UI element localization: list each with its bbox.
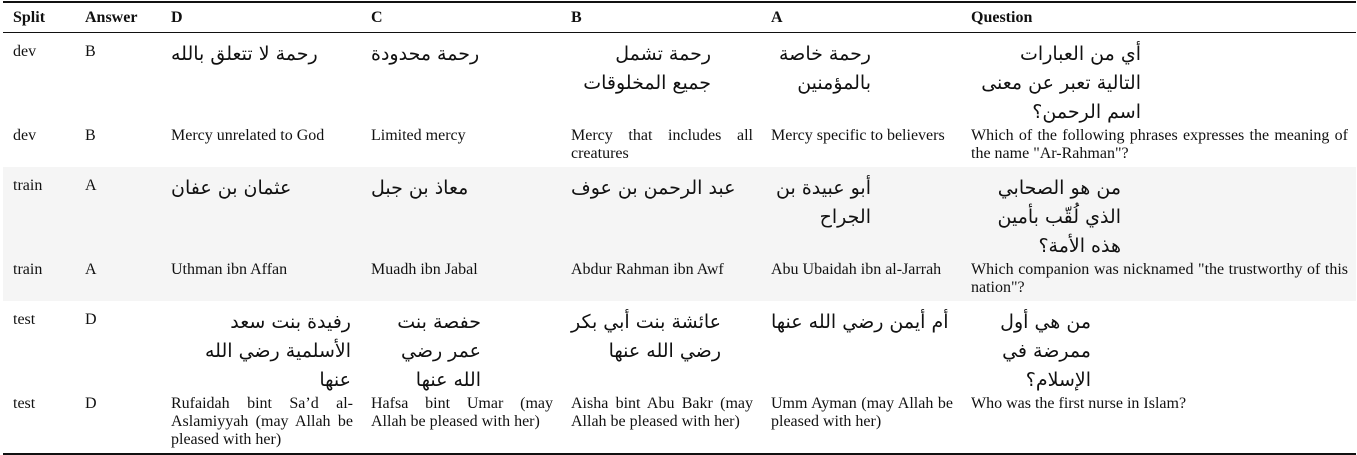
question-text-arabic: أي من العبارات التالية تعبر عن معنى اسم الرحمن؟ bbox=[981, 43, 1141, 123]
option-b-cell-arabic bbox=[561, 40, 761, 127]
question-text-english: Which of the following phrases expresses the meaning of the name "Ar-Rahman"? bbox=[971, 127, 1348, 162]
question-cell-arabic bbox=[961, 174, 1356, 261]
option-d-text-english: Uthman ibn Affan bbox=[171, 261, 288, 278]
table-row-arabic bbox=[3, 308, 1356, 395]
option-c-cell-arabic bbox=[361, 40, 561, 127]
option-a-text-arabic: رحمة خاصة بالمؤمنين bbox=[779, 43, 871, 94]
table-row-arabic bbox=[3, 40, 1356, 127]
example-group-dev bbox=[3, 33, 1356, 167]
option-b-cell-arabic bbox=[561, 174, 761, 261]
question-text-arabic: من هي أول ممرضة في الإسلام؟ bbox=[1000, 311, 1091, 391]
option-d-cell-arabic bbox=[161, 40, 361, 127]
option-d-cell-arabic bbox=[161, 308, 361, 395]
column-header-a: A bbox=[771, 9, 783, 26]
question-text-english: Who was the first nurse in Islam? bbox=[971, 395, 1187, 412]
option-d-text-english: Rufaidah bint Sa’d al-Aslamiyyah (may Allah be pleased with her) bbox=[171, 395, 353, 448]
table-row-english bbox=[3, 127, 1356, 167]
example-group-train bbox=[3, 167, 1356, 301]
option-a-text-english: Abu Ubaidah ibn al-Jarrah bbox=[771, 261, 942, 278]
split-cell: train bbox=[13, 177, 43, 194]
column-header-d: D bbox=[171, 9, 183, 26]
answer-cell: B bbox=[85, 127, 96, 144]
option-d-text-arabic: رحمة لا تتعلق بالله bbox=[171, 43, 318, 65]
option-c-cell-arabic bbox=[361, 174, 561, 261]
option-c-text-english: Hafsa bint Umar (may Allah be pleased with her) bbox=[371, 395, 553, 430]
option-b-text-english: Aisha bint Abu Bakr (may Allah be pleased with her) bbox=[571, 395, 753, 430]
split-cell: train bbox=[13, 261, 43, 278]
question-text-arabic: من هو الصحابي الذي لُقّب بأمين هذه الأمة؟ bbox=[997, 177, 1121, 257]
table-header-row bbox=[3, 3, 1356, 33]
column-header-split: Split bbox=[13, 9, 46, 26]
option-c-text-arabic: معاذ بن جبل bbox=[371, 177, 469, 199]
column-header-answer: Answer bbox=[85, 9, 138, 26]
option-a-text-english: Mercy specific to believers bbox=[771, 127, 945, 144]
option-b-text-arabic: رحمة تشمل جميع المخلوقات bbox=[583, 43, 711, 94]
split-cell: dev bbox=[13, 127, 37, 144]
answer-cell: A bbox=[85, 261, 97, 278]
option-c-text-arabic: رحمة محدودة bbox=[371, 43, 480, 65]
table-row-english bbox=[3, 395, 1356, 453]
question-cell-arabic bbox=[961, 40, 1356, 127]
option-a-text-english: Umm Ayman (may Allah be pleased with her) bbox=[771, 395, 953, 430]
split-cell: test bbox=[13, 395, 36, 412]
split-cell: dev bbox=[13, 43, 37, 60]
option-a-cell-arabic bbox=[761, 174, 961, 261]
column-header-c: C bbox=[371, 9, 383, 26]
option-d-text-english: Mercy unrelated to God bbox=[171, 127, 325, 144]
answer-cell: D bbox=[85, 395, 97, 412]
option-b-text-arabic: عبد الرحمن بن عوف bbox=[571, 177, 736, 199]
option-c-text-arabic: حفصة بنت عمر رضي الله عنها bbox=[397, 311, 481, 391]
option-d-cell-arabic bbox=[161, 174, 361, 261]
option-a-text-arabic: أم أيمن رضي الله عنها bbox=[771, 311, 949, 333]
option-b-cell-arabic bbox=[561, 308, 761, 395]
answer-cell: A bbox=[85, 177, 97, 194]
option-c-cell-arabic bbox=[361, 308, 561, 395]
column-header-question: Question bbox=[971, 9, 1033, 26]
option-a-text-arabic: أبو عبيدة بن الجراح bbox=[776, 177, 871, 228]
option-c-text-english: Limited mercy bbox=[371, 127, 466, 144]
option-a-cell-arabic bbox=[761, 308, 961, 395]
option-b-text-english: Abdur Rahman ibn Awf bbox=[571, 261, 724, 278]
option-d-text-arabic: عثمان بن عفان bbox=[171, 177, 292, 199]
column-header-b: B bbox=[571, 9, 582, 26]
option-b-text-arabic: عائشة بنت أبي بكر رضي الله عنها bbox=[570, 311, 721, 362]
dataset-examples-table bbox=[3, 1, 1356, 455]
option-d-text-arabic: رفيدة بنت سعد الأسلمية رضي الله عنها bbox=[205, 311, 351, 391]
option-b-text-english: Mercy that includes all creatures bbox=[571, 127, 753, 162]
option-c-text-english: Muadh ibn Jabal bbox=[371, 261, 478, 278]
answer-cell: D bbox=[85, 311, 97, 328]
table-row-arabic bbox=[3, 174, 1356, 261]
example-group-test bbox=[3, 301, 1356, 453]
question-text-english: Which companion was nicknamed "the trustworthy of this nation"? bbox=[971, 261, 1348, 296]
question-cell-arabic bbox=[961, 308, 1356, 395]
option-a-cell-arabic bbox=[761, 40, 961, 127]
table-row-english bbox=[3, 261, 1356, 301]
split-cell: test bbox=[13, 311, 36, 328]
answer-cell: B bbox=[85, 43, 96, 60]
